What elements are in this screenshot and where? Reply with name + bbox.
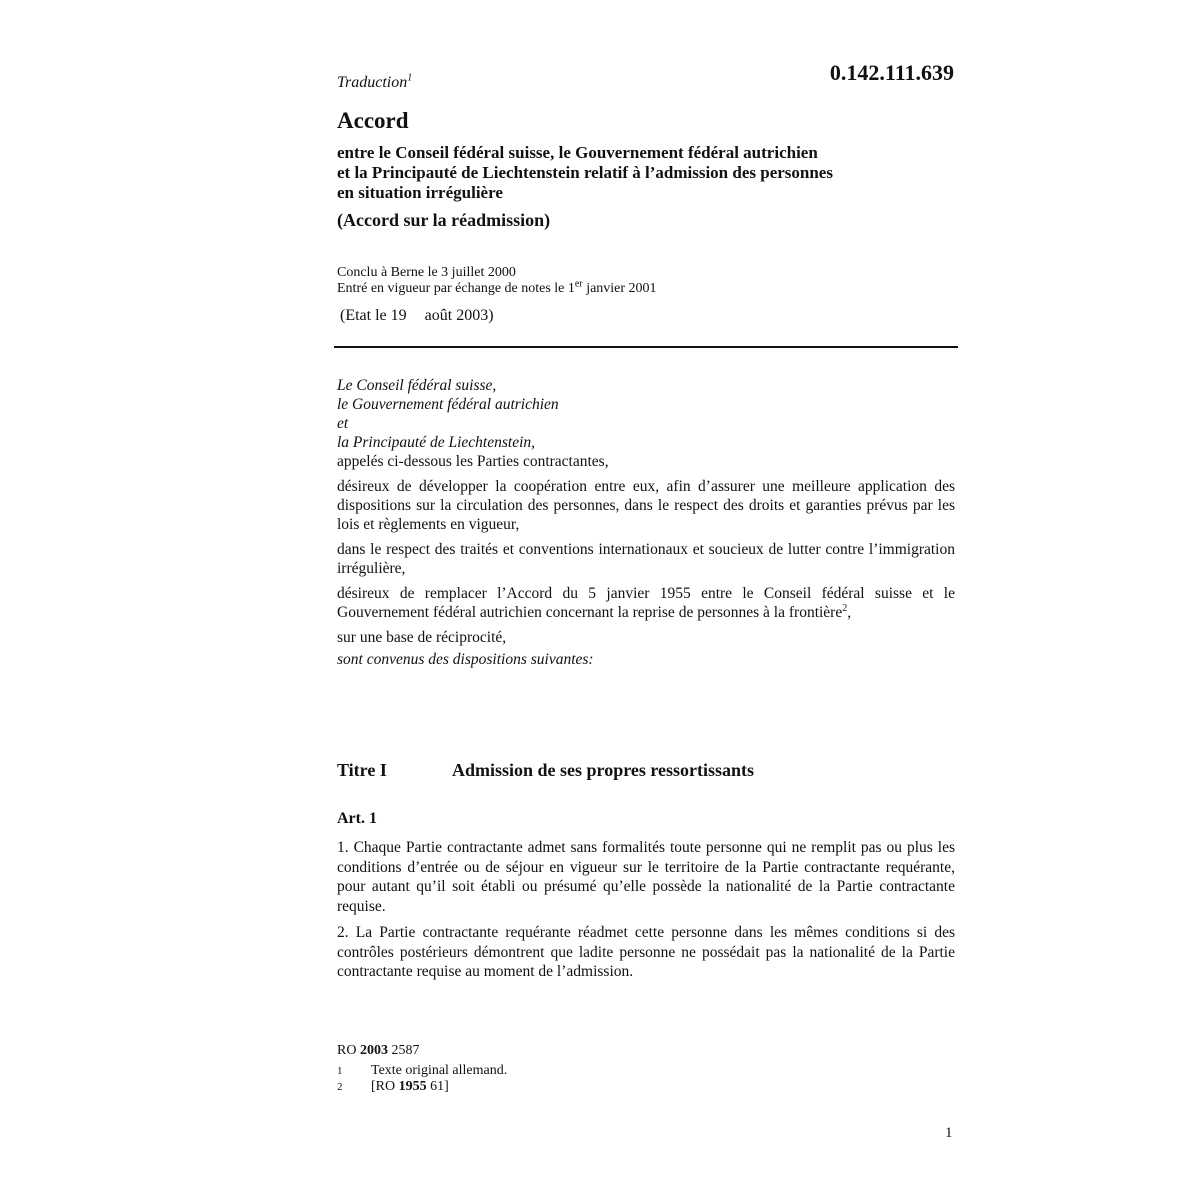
recital: désireux de remplacer l’Accord du 5 janvier 1955 entre le Conseil fédéral suisse et le Gouvernement fédéral autrichien concernant la reprise de personnes à la frontière$^2$, — [337, 585, 955, 621]
footnote-text: [RO 1955 61] — [371, 1079, 449, 1094]
footnote-ref-1[interactable]: 1 — [407, 72, 413, 84]
footnotes — [337, 1063, 507, 1095]
subtitle-line: et la Principauté de Liechtenstein relatif à l’admission des personnes — [337, 163, 833, 182]
recital: dans le respect des traités et conventions internationaux et soucieux de lutter contre l’immigration irrégulière, — [337, 541, 955, 577]
recital: désireux de développer la coopération entre eux, afin d’assurer une meilleure application des dispositions sur la circulation des personnes, dans le respect des droits et garanties prévus par les lois et règlements en vigueur, — [337, 478, 955, 533]
short-title: (Accord sur la réadmission) — [337, 210, 551, 230]
footnote-ref-2[interactable]: 2 — [842, 602, 848, 614]
subtitle-line: en situation irrégulière — [337, 183, 503, 202]
party-line: et — [337, 415, 349, 432]
footnote — [337, 1079, 507, 1095]
section-number: Titre I — [337, 760, 387, 780]
section-heading — [337, 760, 754, 781]
subtitle-line: entre le Conseil fédéral suisse, le Gouvernement fédéral autrichien — [337, 143, 818, 162]
page-number: 1 — [945, 1125, 953, 1141]
party-line: le Gouvernement fédéral autrichien — [337, 396, 559, 413]
entry-into-force: Entré en vigueur par échange de notes le 1er janvier 2001 — [337, 278, 657, 296]
ordinal-suffix: er — [574, 278, 583, 290]
party-line: Le Conseil fédéral suisse, — [337, 377, 497, 394]
conclusion-metadata — [337, 265, 657, 297]
official-compilation-ref: RO 2003 2587 — [337, 1043, 420, 1058]
enacting-clause: sont convenus des dispositions suivantes: — [337, 651, 594, 668]
footnote-number: 1 — [337, 1065, 343, 1077]
systematic-number: 0.142.111.639 — [829, 60, 954, 85]
concluded-date: Conclu à Berne le 3 juillet 2000 — [337, 265, 516, 280]
party-line: la Principauté de Liechtenstein, — [337, 434, 536, 451]
footnote — [337, 1063, 507, 1079]
preamble — [337, 376, 955, 669]
footnote-number: 2 — [337, 1081, 343, 1093]
status-date: (Etat le 19 août 2003) — [340, 307, 494, 324]
footnote-text: Texte original allemand. — [371, 1063, 508, 1078]
recital: sur une base de réciprocité, — [337, 629, 507, 646]
document-title: Accord — [337, 108, 409, 133]
section-name: Admission de ses propres ressortissants — [452, 760, 755, 780]
document-subtitle — [337, 143, 957, 203]
article-heading: Art. 1 — [337, 810, 377, 827]
translation-note: Traduction$^1$ — [337, 72, 413, 91]
header-divider — [334, 346, 958, 348]
parties-designation: appelés ci-dessous les Parties contractantes, — [337, 453, 609, 470]
article-paragraph: 2. La Partie contractante requérante réadmet cette personne dans les mêmes conditions si des contrôles postérieurs démontrent que ladite personne ne possédait pas la nationalité de la Partie contractante requise au moment de l’admission. — [337, 924, 955, 980]
article-paragraph: 1. Chaque Partie contractante admet sans formalités toute personne qui ne remplit pas ou plus les conditions d’entrée ou de séjour en vigueur sur le territoire de la Partie contractante requérante, pour autant qu’il soit établi ou présumé qu’elle possède la nationalité de la Partie contractante requise. — [337, 839, 955, 915]
article-body — [337, 838, 955, 989]
